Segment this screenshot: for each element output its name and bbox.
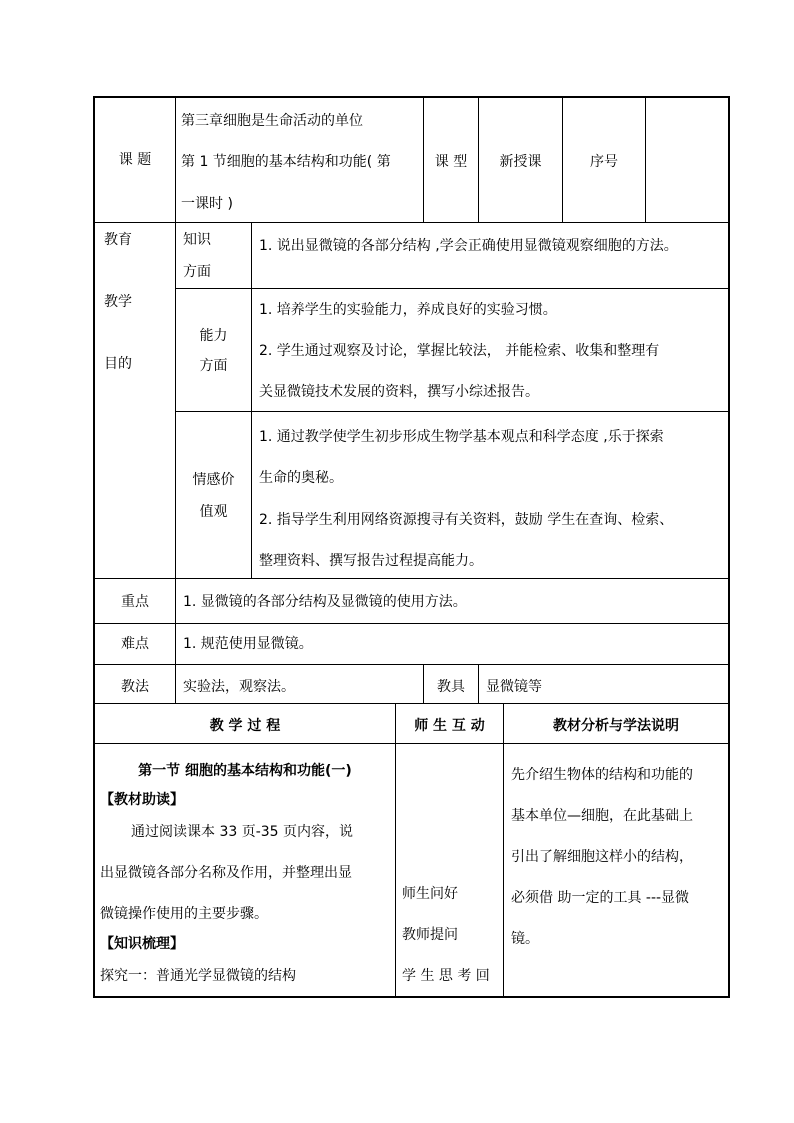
label-education: 教育 [104,232,132,248]
label-teaching-method: 教法 [121,679,149,695]
label-purpose: 目的 [104,356,132,372]
label-lesson-type: 课 型 [434,154,468,170]
interaction-line-2: 教师提问 [402,927,458,943]
label-key-points: 重点 [121,594,149,610]
interaction-line-1: 师生问好 [402,886,458,902]
divider [175,96,176,703]
divider [645,96,646,222]
label-knowledge-aspect: 方面 [183,264,211,280]
analysis-line-1: 先介绍生物体的结构和功能的 [511,767,693,783]
divider [175,288,730,289]
teaching-method-text: 实验法，观察法。 [183,679,295,695]
ability-goal-line-3: 关显微镜技术发展的资料，撰写小综述报告。 [259,384,539,400]
label-serial-number: 序号 [590,154,618,170]
divider [503,703,504,996]
key-points-text: 1. 显微镜的各部分结构及显微镜的使用方法。 [183,594,467,610]
reading-line-3: 微镜操作使用的主要步骤。 [100,906,268,922]
divider [93,703,730,704]
analysis-line-4: 必须借 助一定的工具 ---显微 [511,890,690,906]
emotion-goal-line-1: 1. 通过教学使学生初步形成生物学基本观点和科学态度 ,乐于探索 [259,429,664,445]
label-teaching: 教学 [104,294,132,310]
lesson-title-line-3: 一课时 ) [181,196,233,212]
divider [93,743,730,744]
label-lesson-topic: 课 题 [118,152,152,168]
analysis-line-2: 基本单位—细胞，在此基础上 [511,808,693,824]
difficulties-text: 1. 规范使用显微镜。 [183,636,313,652]
analysis-line-3: 引出了解细胞这样小的结构， [511,849,693,865]
divider [93,664,730,665]
table-border-bottom [93,996,730,998]
divider [175,411,730,412]
explore-line: 探究一：普通光学显微镜的结构 [100,968,296,984]
label-knowledge: 知识 [183,232,211,248]
divider [93,578,730,579]
reading-line-1: 通过阅读课本 33 页-35 页内容，说 [131,824,354,840]
column-header-interaction: 师 生 互 动 [414,718,485,734]
reading-heading: 【教材助读】 [100,792,184,808]
interaction-line-3: 学 生 思 考 回 [402,968,490,984]
table-border-top [93,96,730,98]
ability-goal-line-1: 1. 培养学生的实验能力，养成良好的实验习惯。 [259,302,557,318]
lesson-title-line-1: 第三章细胞是生命活动的单位 [181,113,363,129]
label-emotion-values-2: 值观 [199,504,228,520]
label-ability-aspect: 方面 [199,358,228,374]
table-border-right [728,96,730,998]
label-ability: 能力 [199,328,228,344]
value-lesson-type: 新授课 [499,154,542,170]
divider [93,623,730,624]
label-difficulties: 难点 [121,636,149,652]
emotion-goal-line-2: 生命的奥秘。 [259,470,343,486]
divider [478,664,479,703]
emotion-goal-line-3: 2. 指导学生利用网络资源搜寻有关资料，鼓励 学生在查询、检索、 [259,512,674,528]
emotion-goal-line-4: 整理资料、撰写报告过程提高能力。 [259,553,483,569]
reading-line-2: 出显微镜各部分名称及作用，并整理出显 [100,865,352,881]
knowledge-goal-text: 1. 说出显微镜的各部分结构 ,学会正确使用显微镜观察细胞的方法。 [259,238,678,254]
label-teaching-tools: 教具 [437,679,465,695]
column-header-teaching-process: 教 学 过 程 [209,718,281,734]
analysis-line-5: 镜。 [511,931,539,947]
teaching-tools-text: 显微镜等 [486,679,542,695]
divider [395,703,396,996]
divider [251,222,252,578]
lesson-title-line-2: 第 1 节细胞的基本结构和功能( 第 [181,154,391,170]
knowledge-heading: 【知识梳理】 [100,936,184,952]
column-header-analysis: 教材分析与学法说明 [553,718,679,734]
ability-goal-line-2: 2. 学生通过观察及讨论，掌握比较法， 并能检索、收集和整理有 [259,343,660,359]
table-border-left [93,96,95,998]
label-emotion-values: 情感价 [192,472,235,488]
divider [93,222,730,223]
section-title: 第一节 细胞的基本结构和功能(一) [138,763,352,779]
